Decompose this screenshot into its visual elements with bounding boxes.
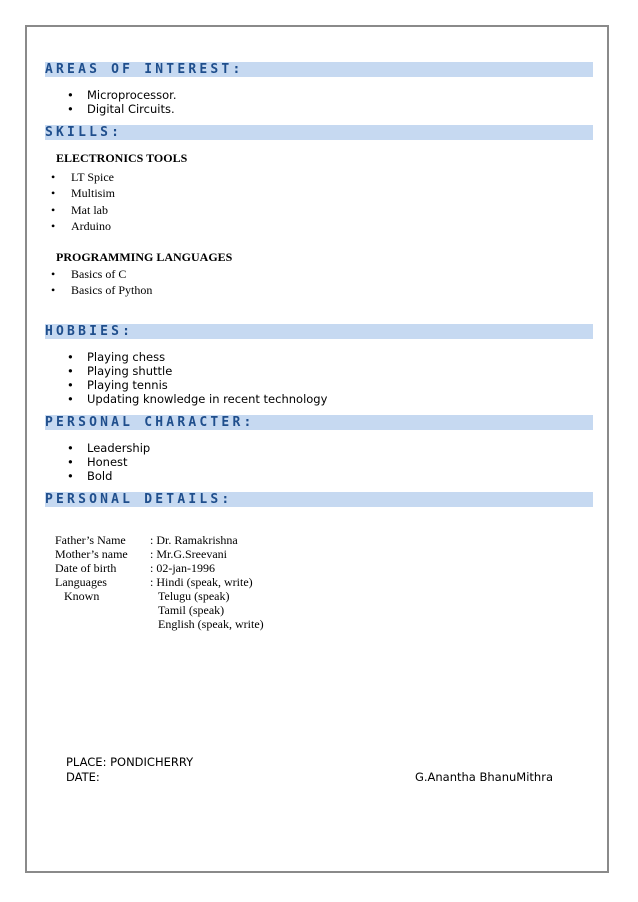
detail-value: : Dr. Ramakrishna <box>150 533 238 547</box>
detail-label: Mother’s name <box>55 547 128 561</box>
list-item: • Arduino <box>51 218 115 234</box>
section-hobbies: HOBBIES: <box>45 324 593 339</box>
detail-value: Telugu (speak) <box>158 589 230 603</box>
detail-value: : Hindi (speak, write) <box>150 575 253 589</box>
detail-value: Tamil (speak) <box>158 603 225 617</box>
list-item: • Updating knowledge in recent technology <box>67 392 327 406</box>
detail-value: English (speak, write) <box>158 617 264 631</box>
detail-label: Father’s Name <box>55 533 126 547</box>
programming-languages-list <box>51 266 152 299</box>
list-item: • Playing shuttle <box>67 364 327 378</box>
detail-row-languages-4 <box>0 617 638 631</box>
section-personal-character: PERSONAL CHARACTER: <box>45 415 593 430</box>
detail-value: : Mr.G.Sreevani <box>150 547 227 561</box>
list-item: • Microprocessor. <box>67 88 177 102</box>
character-list <box>67 441 150 483</box>
list-item: • Honest <box>67 455 150 469</box>
detail-row-dob <box>0 561 638 575</box>
detail-row-father <box>0 533 638 547</box>
section-areas-of-interest: AREAS OF INTEREST: <box>45 62 593 77</box>
list-item: • Playing tennis <box>67 378 327 392</box>
list-item: • LT Spice <box>51 169 115 185</box>
detail-row-mother <box>0 547 638 561</box>
programming-languages-heading: PROGRAMMING LANGUAGES <box>56 250 233 264</box>
detail-label: Date of birth <box>55 561 117 575</box>
areas-list <box>67 88 177 116</box>
detail-label: Known <box>64 589 100 603</box>
section-skills: SKILLS: <box>45 125 593 140</box>
list-item: • Bold <box>67 469 150 483</box>
list-item: • Digital Circuits. <box>67 102 177 116</box>
place-line: PLACE: PONDICHERRY <box>66 755 194 769</box>
date-line: DATE: <box>66 770 100 784</box>
list-item: • Basics of Python <box>51 282 152 298</box>
hobbies-list <box>67 350 327 406</box>
detail-row-languages-2 <box>0 589 638 603</box>
section-personal-details: PERSONAL DETAILS: <box>45 492 593 507</box>
detail-label: Languages <box>55 575 107 589</box>
electronics-tools-heading: ELECTRONICS TOOLS <box>56 151 188 165</box>
detail-row-languages <box>0 575 638 589</box>
list-item: • Basics of C <box>51 266 152 282</box>
list-item: • Leadership <box>67 441 150 455</box>
electronics-tools-list <box>51 169 115 235</box>
detail-row-languages-3 <box>0 603 638 617</box>
signature-name: G.Anantha BhanuMithra <box>414 770 553 784</box>
list-item: • Multisim <box>51 185 115 201</box>
list-item: • Mat lab <box>51 202 115 218</box>
list-item: • Playing chess <box>67 350 327 364</box>
detail-value: : 02-jan-1996 <box>150 561 215 575</box>
